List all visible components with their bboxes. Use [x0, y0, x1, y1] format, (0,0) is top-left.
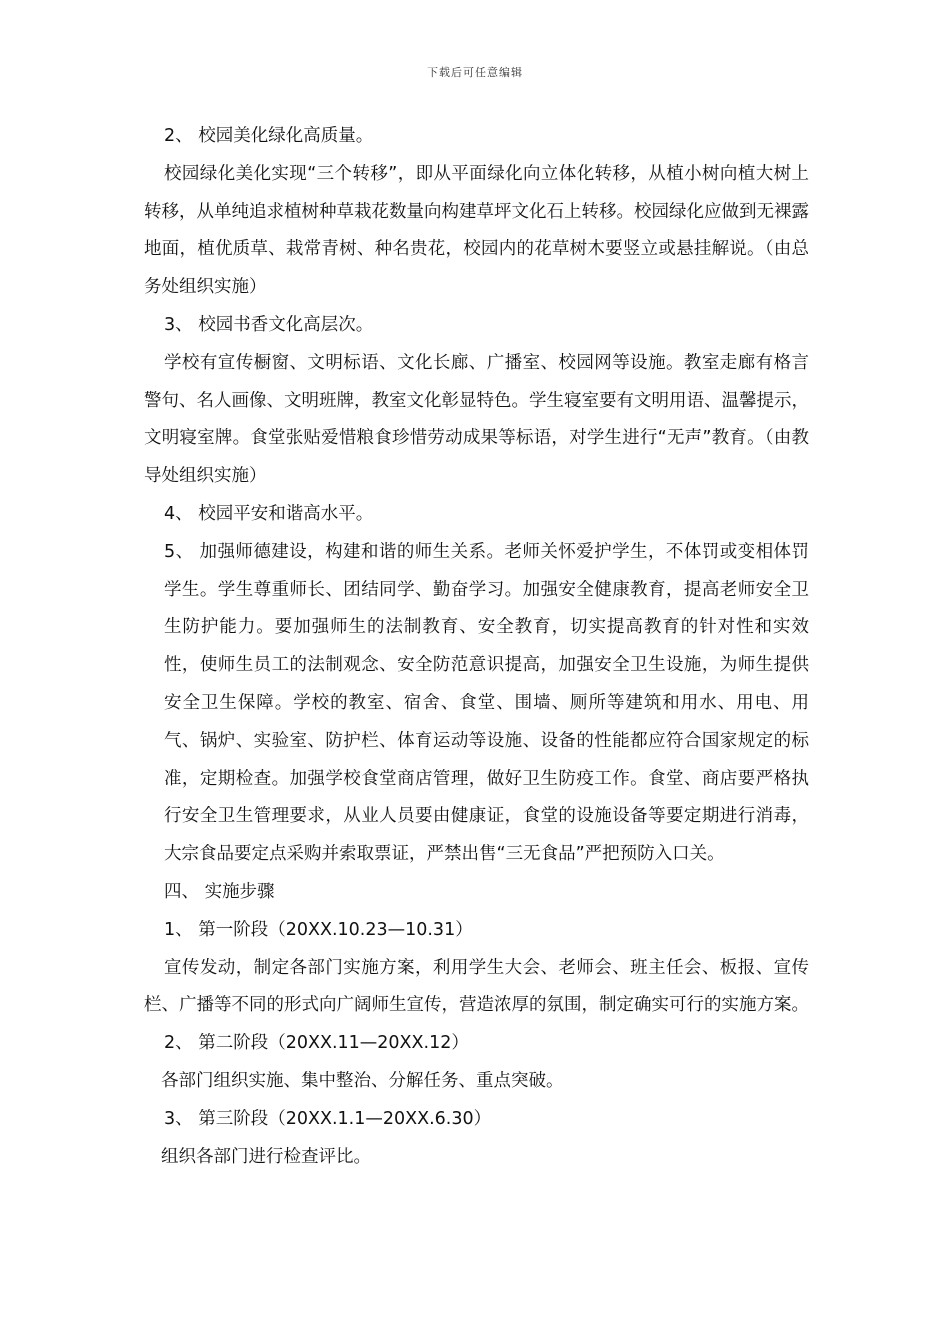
paragraph-campus-culture: 学校有宣传橱窗、文明标语、文化长廊、广播室、校园网等设施。教室走廊有格言警句、名人画像、文明班牌，教室文化彰显特色。学生寝室要有文明用语、温馨提示，文明寝室牌。食堂张贴爱惜粮食珍惜劳动成果等标语，对学生进行“无声”教育。（由教导处组织实施） — [144, 352, 809, 487]
paragraph-campus-greening: 校园绿化美化实现“三个转移”，即从平面绿化向立体化转移，从植小树向植大树上转移，从单纯追求植树种草栽花数量向构建草坪文化石上转移。校园绿化应做到无裸露地面，植优质草、栽常青树、种名贵花，校园内的花草树木要竖立或悬挂解说。（由总务处组织实施） — [144, 163, 809, 298]
heading-implementation-steps: 四、 实施步骤 — [164, 881, 275, 902]
heading-campus-greening: 2、 校园美化绿化高质量。 — [164, 126, 374, 146]
heading-stage-two: 2、 第二阶段（20XX.11—20XX.12） — [164, 1033, 469, 1054]
heading-campus-safety: 4、 校园平安和谐高水平。 — [164, 503, 374, 524]
paragraph-stage-one: 宣传发动，制定各部门实施方案，利用学生大会、老师会、班主任会、板报、宣传栏、广播等不同的形式向广阔师生宣传，营造浓厚的氛围，制定确实可行的实施方案。 — [144, 957, 809, 1016]
paragraph-stage-two: 各部门组织实施、集中整治、分解任务、重点突破。 — [161, 1070, 564, 1091]
heading-campus-culture: 3、 校园书香文化高层次。 — [164, 314, 374, 335]
heading-stage-one: 1、 第一阶段（20XX.10.23—10.31） — [164, 919, 473, 940]
page-header: 下载后可任意编辑 — [427, 66, 523, 79]
heading-stage-three: 3、 第三阶段（20XX.1.1—20XX.6.30） — [164, 1108, 492, 1129]
paragraph-teacher-ethics: 5、 加强师德建设，构建和谐的师生关系。老师关怀爱护学生，不体罚或变相体罚学生。学生尊重师长、团结同学、勤奋学习。加强安全健康教育，提高老师安全卫生防护能力。要加强师生的法制教育、安全教育，切实提高教育的针对性和实效性，使师生员工的法制观念、安全防范意识提高，加强安全卫生设施，为师生提供安全卫生保障。学校的教室、宿舍、食堂、围墙、厕所等建筑和用水、用电、用气、锅炉、实验室、防护栏、体育运动等设施、设备的性能都应符合国家规定的标准，定期检查。加强学校食堂商店管理，做好卫生防疫工作。食堂、商店要严格执行安全卫生管理要求，从业人员要由健康证，食堂的设施设备等要定期进行消毒，大宗食品要定点采购并索取票证，严禁出售“三无食品”严把预防入口关。 — [164, 541, 809, 865]
paragraph-stage-three: 组织各部门进行检查评比。 — [161, 1146, 371, 1167]
document-body — [144, 118, 809, 1176]
